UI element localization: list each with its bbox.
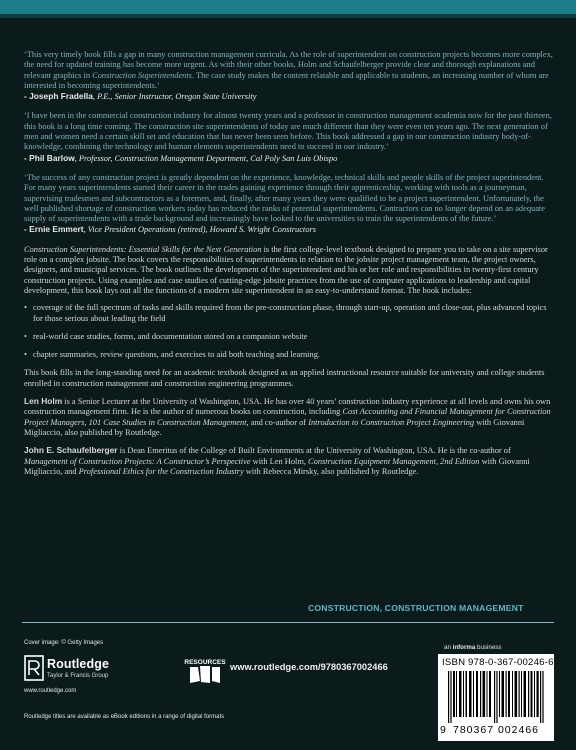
publisher-group: Taylor & Francis Group	[47, 673, 109, 679]
author-bio-schaufelberger: John E. Schaufelberger is Dean Emeritus of the College of Built Environments at the University of Washington, USA. He is the co-author of Management of Construction Projects: A Constructor’s Perspective with Len Holm, Construction Equipment Management, 2nd Edition with Giovanni Migliaccio, and Professional Ethics for the Construction Industry with Rebecca Mirsky, also published by Routledge.	[24, 445, 530, 476]
quote-2-attribution: - Phil Barlow, Professor, Construction Management Department, Cal Poly San Luis Obispo	[24, 152, 338, 163]
publisher-website: www.routledge.com	[24, 688, 77, 694]
barcode-number: 780367 002466	[453, 724, 539, 736]
quote-1: ‘This very timely book fills a gap in many construction management curricula. As the role of superintendent on construction projects becomes more complex, the need for updated training has become more urgent. As with their other books, Holm and Schaufelberger provide clear and thorough explanations and relevant graphics in Construction Superintendents. The case study makes the content relatable and applicable to students, an increasing number of whom are interested in becoming superintendents.’	[24, 50, 553, 90]
top-accent-bar	[0, 0, 576, 14]
subject-category: CONSTRUCTION, CONSTRUCTION MANAGEMENT	[308, 603, 524, 613]
features-list	[24, 303, 554, 360]
barcode-lead-digit: 9	[440, 724, 446, 736]
quote-3: ‘The success of any construction project is greatly dependent on the experience, knowledge, technical skills and people skills of the project superintendent. For many years superintendents started their career in the trades gaining experience through their apprenticeship, working with tools as a journeyman, supervising tradesmen and subcontractors as a foremen, and, finally, after many years they were qualified to be a project superintendent. Unfortunately, the well published shortage of construction workers today has reduced the ranks of potential superintendents. Contractors can no longer depend on an adequate supply of superintendents with a trade background and increasingly have looked to the universities to train the superintendents of the future.’	[24, 172, 545, 224]
list-item: • real-world case studies, forms, and documentation stored on a companion website	[24, 332, 554, 342]
top-accent-shadow	[0, 14, 576, 18]
resources-icon	[184, 653, 226, 687]
quote-2: ‘I have been in the commercial construction industry for almost twenty years and a professor in construction management academia now for the past thirteen, this book is a long time coming. The construction site superintendents of today are much different than they were even ten years ago. The next generation of men and women need a certain skill set and education that has never been seen before. This book addressed a gap in our construction industry body-of-knowledge, combining the technology and human elements superintendents need to succeed in our industry.’	[24, 111, 552, 152]
informa-tagline: an informa business	[444, 644, 502, 651]
book-url: www.routledge.com/9780367002466	[230, 662, 388, 672]
isbn-barcode	[438, 654, 554, 741]
publisher-name: Routledge	[47, 657, 110, 671]
resources-label: RESOURCES	[184, 659, 226, 666]
barcode-icon	[448, 671, 548, 723]
divider	[22, 622, 554, 623]
quote-3-attribution: - Ernie Emmert, Vice President Operations (retired), Howard S. Wright Constructors	[24, 224, 316, 235]
cover-image-credit: Cover image: © Getty Images	[24, 640, 104, 646]
list-item: • chapter summaries, review questions, and exercises to aid both teaching and learning.	[24, 350, 554, 360]
ebook-note: Routledge titles are available as eBook editions in a range of digital formats	[24, 714, 225, 720]
isbn-text: ISBN 978-0-367-00246-6	[442, 657, 554, 668]
closing-paragraph: This book fills in the long-standing need for an academic textbook designed as an applied instructional resource suitable for university and college students enrolled in construction management and construction engineering programmes.	[24, 368, 545, 388]
quote-1-attribution: - Joseph Fradella, P.E., Senior Instructor, Oregon State University	[24, 91, 257, 102]
routledge-logo-icon	[24, 655, 44, 681]
list-item: • coverage of the full spectrum of tasks and skills required from the pre-construction phase, through start-up, operation and close-out, plus advanced topics for those serious about leading the field	[24, 303, 554, 324]
author-bio-holm: Len Holm is a Senior Lecturer at the University of Washington, USA. He has over 40 years’ construction industry experience at all levels and owns his own construction management firm. He is the author of numerous books on construction, including Cost Accounting and Financial Management for Construction Project Managers, 101 Case Studies in Construction Management, and co-author of Introduction to Construction Project Engineering with Giovanni Migliaccio, also published by Routledge.	[24, 396, 551, 437]
back-cover-text	[24, 50, 554, 484]
book-description: Construction Superintendents: Essential Skills for the Next Generation is the first college-level textbook designed to prepare you to take on a site supervisor role on a complex jobsite. The book covers the responsibilities of superintendents in relation to the jobsite project management team, the project owners, designers, and municipal services. The book outlines the development of the superintendent and his or her role and responsibilities in twenty-first century construction projects. Using examples and case studies of cutting-edge jobsite practices from the use of computer applications to leadership and capital development, this book lays out all the functions of a modern site superintendent in an easy-to-understand format. The book includes:	[24, 244, 548, 295]
